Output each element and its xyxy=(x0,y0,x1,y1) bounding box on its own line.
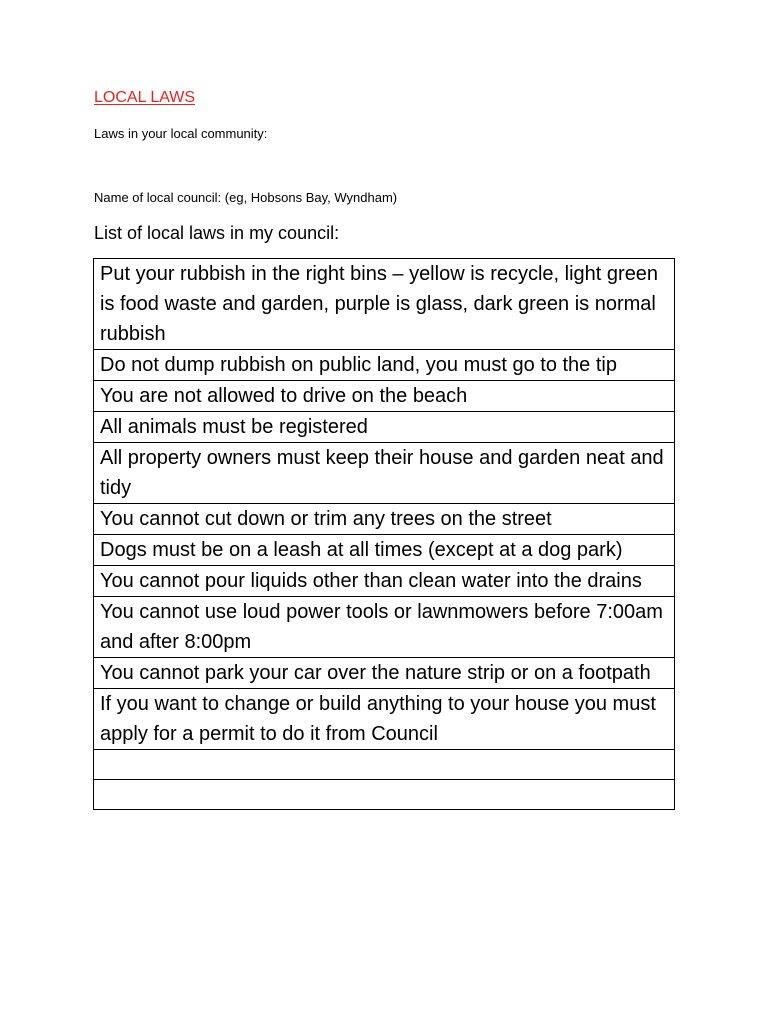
document-subtitle: Laws in your local community: xyxy=(94,126,268,141)
law-cell: Do not dump rubbish on public land, you must go to the tip xyxy=(94,350,675,381)
table-row xyxy=(94,689,675,750)
document-title: LOCAL LAWS xyxy=(94,89,196,106)
council-name-label: Name of local council: (eg, Hobsons Bay, Wyndham) xyxy=(94,190,398,205)
law-cell: All property owners must keep their house and garden neat and tidy xyxy=(94,443,675,504)
law-cell: You cannot park your car over the nature strip or on a footpath xyxy=(94,658,675,689)
empty-law-cell[interactable] xyxy=(94,750,675,780)
laws-list-heading: List of local laws in my council: xyxy=(94,223,340,243)
table-row xyxy=(94,504,675,535)
table-row xyxy=(94,350,675,381)
table-row-empty xyxy=(94,780,675,810)
law-cell: Put your rubbish in the right bins – yellow is recycle, light green is food waste and garden, purple is glass, dark green is normal rubbish xyxy=(94,259,675,350)
table-row xyxy=(94,412,675,443)
law-cell: You are not allowed to drive on the beach xyxy=(94,381,675,412)
law-cell: You cannot pour liquids other than clean water into the drains xyxy=(94,566,675,597)
laws-table xyxy=(93,258,675,810)
table-row xyxy=(94,566,675,597)
law-cell: If you want to change or build anything to your house you must apply for a permit to do it from Council xyxy=(94,689,675,750)
table-row xyxy=(94,597,675,658)
table-row xyxy=(94,535,675,566)
law-cell: Dogs must be on a leash at all times (except at a dog park) xyxy=(94,535,675,566)
table-row xyxy=(94,658,675,689)
law-cell: You cannot cut down or trim any trees on the street xyxy=(94,504,675,535)
law-cell: All animals must be registered xyxy=(94,412,675,443)
table-row xyxy=(94,381,675,412)
law-cell: You cannot use loud power tools or lawnmowers before 7:00am and after 8:00pm xyxy=(94,597,675,658)
table-row-empty xyxy=(94,750,675,780)
table-row xyxy=(94,443,675,504)
empty-law-cell[interactable] xyxy=(94,780,675,810)
table-row xyxy=(94,259,675,350)
